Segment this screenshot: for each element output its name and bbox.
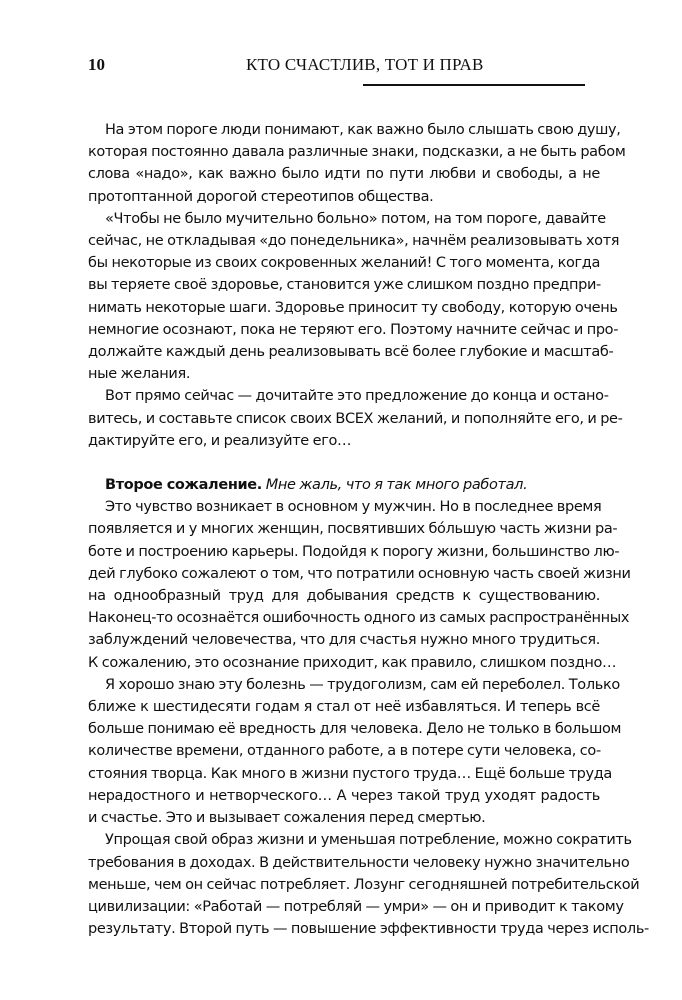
header-rule bbox=[363, 84, 585, 86]
text-line: слова «надо», как важно было идти по пути любви и свободы, а не bbox=[88, 166, 600, 183]
text-line: ные желания. bbox=[88, 366, 191, 383]
section-heading-bold: Второе сожаление. bbox=[105, 477, 262, 494]
text-line: требования в доходах. В действительности человеку нужно значительно bbox=[88, 854, 630, 871]
text-line: витесь, и составьте список своих ВСЕХ желаний, и пополняйте его, и ре- bbox=[88, 410, 623, 427]
text-line: на однообразный труд для добывания средств к существованию. bbox=[88, 588, 600, 605]
section-heading-line bbox=[88, 474, 600, 496]
text-line: Упрощая свой образ жизни и уменьшая потребление, можно сократить bbox=[105, 832, 632, 849]
text-line: ближе к шестидесяти годам я стал от неё избавляться. И теперь всё bbox=[88, 699, 600, 716]
body-text bbox=[88, 119, 649, 940]
paragraph bbox=[88, 208, 620, 386]
text-line: должайте каждый день реализовывать всё более глубокие и масштаб- bbox=[88, 344, 614, 361]
section-heading-italic: Мне жаль, что я так много работал. bbox=[265, 477, 528, 494]
text-line: дактируйте его, и реализуйте его… bbox=[88, 432, 352, 449]
text-line: На этом пороге люди понимают, как важно было слышать свою душу, bbox=[105, 122, 621, 138]
text-line: Вот прямо сейчас — дочитайте это предложение до конца и остано- bbox=[105, 388, 609, 405]
paragraph bbox=[88, 674, 622, 829]
text-line: Это чувство возникает в основном у мужчин. Но в последнее время bbox=[105, 499, 602, 516]
text-line: появляется и у многих женщин, посвятивших бóльшую часть жизни ра- bbox=[88, 521, 618, 538]
paragraph bbox=[88, 385, 623, 452]
text-line: вы теряете своё здоровье, становится уже слишком поздно предпри- bbox=[88, 277, 601, 294]
text-line: боте и построению карьеры. Подойдя к порогу жизни, большинство лю- bbox=[88, 543, 620, 560]
text-line: протоптанной дорогой стереотипов общества. bbox=[88, 188, 434, 205]
text-line: Я хорошо знаю эту болезнь — трудоголизм, сам ей переболел. Только bbox=[105, 676, 620, 693]
text-line: «Чтобы не было мучительно больно» потом, на том пороге, давайте bbox=[105, 210, 606, 227]
text-line: стояния творца. Как много в жизни пустого труда… Ещё больше труда bbox=[88, 765, 612, 782]
text-line: сейчас, не откладывая «до понедельника», начнём реализовывать хотя bbox=[88, 233, 620, 250]
text-line: немногие осознают, пока не теряют его. Поэтому начните сейчас и про- bbox=[88, 321, 619, 338]
text-line: меньше, чем он сейчас потребляет. Лозунг сегодняшней потребительской bbox=[88, 876, 640, 893]
running-title: КТО СЧАСТЛИВ, ТОТ И ПРАВ bbox=[246, 55, 484, 74]
text-line: цивилизации: «Работай — потребляй — умри» — он и приводит к такому bbox=[88, 898, 624, 915]
section-heading bbox=[88, 474, 600, 496]
text-line: дей глубоко сожалеют о том, что потратили основную часть своей жизни bbox=[88, 565, 631, 582]
text-line: Наконец-то осознаётся ошибочность одного из самых распространённых bbox=[88, 610, 630, 627]
text-line: заблуждений человечества, что для счастья нужно много трудиться. bbox=[88, 632, 600, 649]
paragraph bbox=[88, 829, 649, 940]
text-line: результату. Второй путь — повышение эффективности труда через исполь- bbox=[88, 921, 649, 938]
text-line: и счастье. Это и вызывает сожаления перед смертью. bbox=[88, 810, 486, 827]
text-line: нерадостного и нетворческого… А через такой труд уходят радость bbox=[88, 787, 600, 804]
text-line: больше понимаю её вредность для человека. Дело не только в большом bbox=[88, 721, 622, 738]
text-line: К сожалению, это осознание приходит, как правило, слишком поздно… bbox=[88, 654, 617, 671]
section-spacer bbox=[88, 452, 600, 474]
text-line: бы некоторые из своих сокровенных желаний! С того момента, когда bbox=[88, 255, 601, 272]
paragraph bbox=[88, 119, 626, 208]
text-line: которая постоянно давала различные знаки, подсказки, а не быть рабом bbox=[88, 144, 626, 161]
text-line: количестве времени, отданного работе, а в потере сути человека, со- bbox=[88, 743, 601, 760]
page-number: 10 bbox=[88, 55, 105, 74]
text-line: нимать некоторые шаги. Здоровье приносит ту свободу, которую очень bbox=[88, 299, 618, 316]
paragraph bbox=[88, 496, 631, 674]
